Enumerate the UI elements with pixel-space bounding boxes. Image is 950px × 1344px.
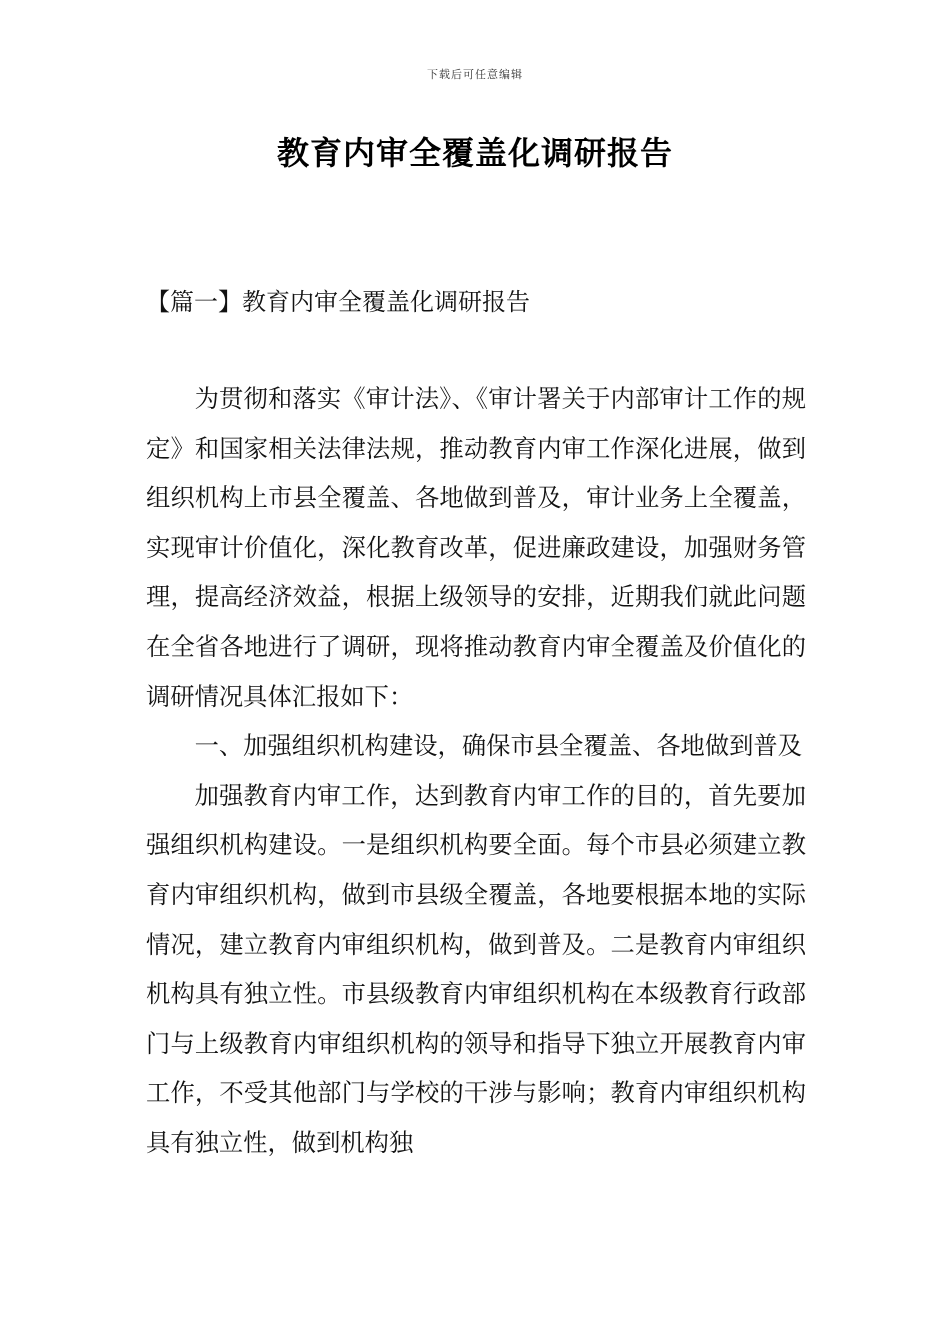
paragraph: 一、加强组织机构建设，确保市县全覆盖、各地做到普及	[194, 731, 803, 761]
body-text	[146, 374, 806, 1168]
document-title: 教育内审全覆盖化调研报告	[276, 134, 673, 172]
paragraph: 为贯彻和落实《审计法》、《审计署关于内部审计工作的规定》和国家相关法律法规，推动教育内审工作深化进展，做到组织机构上市县全覆盖、各地做到普及，审计业务上全覆盖，实现审计价值化，深化教育改革，促进廉政建设，加强财务管理，提高经济效益，根据上级领导的安排，近期我们就此问题在全省各地进行了调研，现将推动教育内审全覆盖及价值化的调研情况具体汇报如下：	[146, 384, 806, 711]
paragraph: 加强教育内审工作，达到教育内审工作的目的，首先要加强组织机构建设。一是组织机构要全面。每个市县必须建立教育内审组织机构，做到市县级全覆盖，各地要根据本地的实际情况，建立教育内审组织机构，做到普及。二是教育内审组织机构具有独立性。市县级教育内审组织机构在本级教育行政部门与上级教育内审组织机构的领导和指导下独立开展教育内审工作，不受其他部门与学校的干涉与影响；教育内审组织机构具有独立性，做到机构独	[146, 780, 806, 1157]
header-note: 下载后可任意编辑	[427, 68, 523, 81]
section-title: 【篇一】教育内审全覆盖化调研报告	[146, 288, 530, 316]
